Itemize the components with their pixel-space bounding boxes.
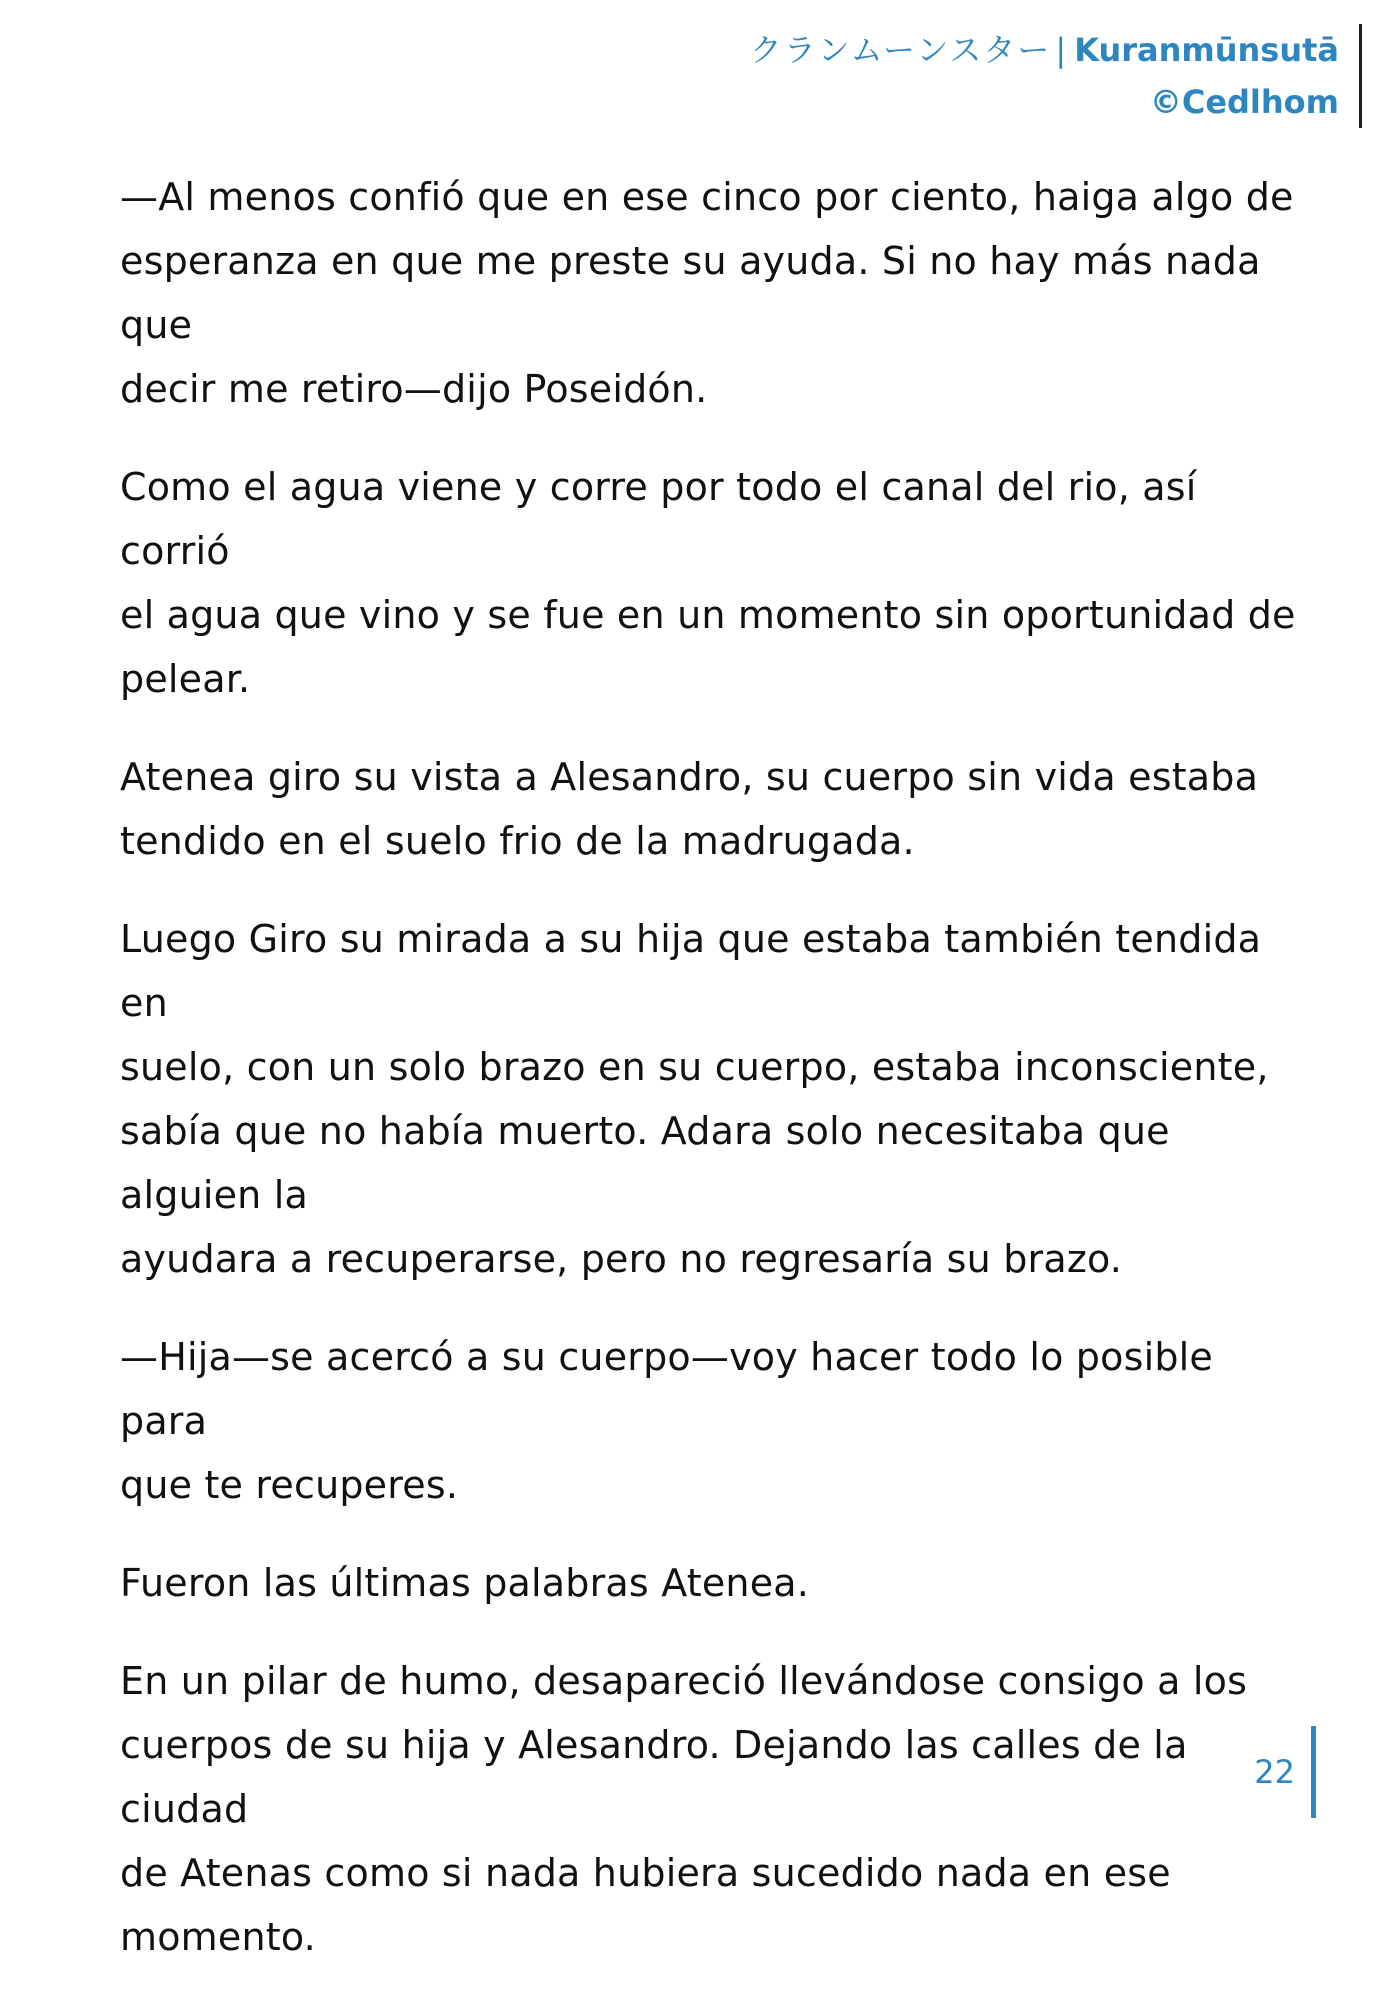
paragraph: —Al menos confió que en ese cinco por ciento, haiga algo de esperanza en que me preste su ayuda. Si no hay más nada que decir me retiro—dijo Poseidón. bbox=[120, 175, 1294, 411]
paragraph: Atenea giro su vista a Alesandro, su cuerpo sin vida estaba tendido en el suelo frio de la madrugada. bbox=[120, 755, 1259, 863]
header-title-line bbox=[750, 24, 1339, 76]
page-header bbox=[750, 24, 1362, 128]
header-title-jp: クランムーンスター bbox=[749, 31, 1052, 69]
header-copyright: ©Cedlhom bbox=[1149, 83, 1339, 121]
paragraph: Como el agua viene y corre por todo el canal del rio, así corrió el agua que vino y se fue en un momento sin oportunidad de pelear. bbox=[120, 465, 1296, 701]
paragraph: —Hija—se acercó a su cuerpo—voy hacer todo lo posible para que te recuperes. bbox=[120, 1335, 1213, 1507]
page-number: 22 bbox=[1254, 1753, 1295, 1791]
header-separator: | bbox=[1055, 31, 1067, 69]
paragraph: En un pilar de humo, desapareció llevándose consigo a los cuerpos de su hija y Alesandro. Dejando las calles de la ciudad de Atenas como si nada hubiera sucedido nada en ese momento. bbox=[120, 1659, 1248, 1959]
page-footer bbox=[1254, 1726, 1316, 1818]
paragraph: Fueron las últimas palabras Atenea. bbox=[120, 1561, 810, 1605]
paragraph: Luego Giro su mirada a su hija que estaba también tendida en suelo, con un solo brazo en su cuerpo, estaba inconsciente, sabía que no había muerto. Adara solo necesitaba que alguien la ayudara a recuperarse, pero no regresaría su brazo. bbox=[120, 917, 1269, 1281]
page-body bbox=[120, 165, 1300, 2003]
header-title-romaji: Kuranmūnsutā bbox=[1074, 31, 1339, 69]
